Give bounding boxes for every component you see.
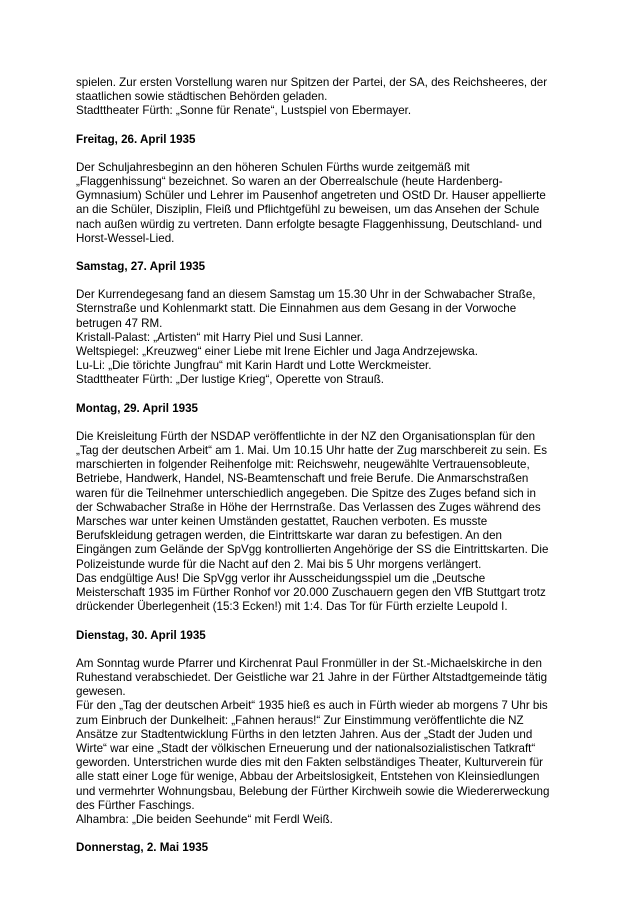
paragraph-line: zum Einbruch der Dunkelheit: „Fahnen heraus!“ Zur Einstimmung veröffentlichte die NZ: [76, 713, 524, 727]
paragraph-line: betrugen 47 RM.: [76, 316, 163, 330]
paragraph-line: staatlichen sowie städtischen Behörden geladen.: [76, 90, 328, 104]
section-tuesday-30-april: [76, 629, 566, 828]
paragraph-line: drückender Überlegenheit (15:3 Ecken!) mit 1:4. Das Tor für Fürth erzielte Leupold I.: [76, 600, 508, 614]
paragraph-line: Kristall-Palast: „Artisten“ mit Harry Piel und Susi Lanner.: [76, 330, 364, 344]
paragraph-line: waren für die Teilnehmer unterschiedlich angegeben. Die Spitze des Zuges befand sich in: [76, 486, 536, 500]
paragraph-line: Meisterschaft 1935 im Fürther Ronhof vor 20.000 Zuschauern gegen den VfB Stuttgart trotz: [76, 586, 546, 600]
paragraph-line: spielen. Zur ersten Vorstellung waren nur Spitzen der Partei, der SA, des Reichsheeres, der: [76, 76, 548, 89]
paragraph-line: alle statt einer Loge für wenige, Abbau der Arbeitslosigkeit, Entstehen von Kleinsiedlungen: [76, 770, 540, 784]
paragraph-line: Eingängen zum Gelände der SpVgg kontrollierten Angehörige der SS die Eintrittskarten. Die: [76, 543, 549, 557]
paragraph-line: Berufskleidung getragen werden, die Eintrittskarte war daran zu befestigen. An den: [76, 529, 503, 543]
date-heading: Samstag, 27. April 1935: [76, 260, 206, 274]
paragraph-line: Die Kreisleitung Fürth der NSDAP veröffentlichte in der NZ den Organisationsplan für den: [76, 429, 536, 443]
paragraph-line: „Flaggenhissung“ bezeichnet. So waren an der Oberrealschule (heute Hardenberg-: [76, 175, 503, 189]
paragraph-line: Der Kurrendegesang fand an diesem Samstag um 15.30 Uhr in der Schwabacher Straße,: [76, 288, 536, 302]
paragraph-line: Das endgültige Aus! Die SpVgg verlor ihr Ausscheidungsspiel um die „Deutsche: [76, 571, 486, 585]
paragraph-line: Sternstraße und Kohlenmarkt statt. Die Einnahmen aus dem Gesang in der Vorwoche: [76, 302, 517, 316]
paragraph-line: Am Sonntag wurde Pfarrer und Kirchenrat Paul Fronmüller in der St.-Michaelskirche in den: [76, 656, 542, 670]
paragraph-line: Der Schuljahresbeginn an den höheren Schulen Fürths wurde zeitgemäß mit: [76, 160, 470, 174]
section-saturday-27-april: [76, 260, 566, 388]
paragraph-line: an die Schüler, Disziplin, Fleiß und Pflichtgefühl zu beweisen, um das Ansehen der Schule: [76, 203, 540, 217]
paragraph-line: Stadttheater Fürth: „Der lustige Krieg“, Operette von Strauß.: [76, 373, 385, 387]
paragraph-line: Ruhestand verabschiedet. Der Geistliche war 21 Jahre in der Fürther Altstadtgemeinde tätig: [76, 670, 548, 684]
paragraph-line: Marsches war unter keinen Umständen gestattet, Rauchen verboten. Es musste: [76, 515, 488, 529]
paragraph-line: Für den „Tag der deutschen Arbeit“ 1935 hieß es auch in Fürth wieder ab morgens 7 Uhr bis: [76, 699, 548, 713]
date-heading: Montag, 29. April 1935: [76, 401, 198, 415]
paragraph-line: geworden. Unterstrichen wurde dies mit den Fakten selbständiges Theater, Kulturverein für: [76, 756, 544, 770]
date-heading: Dienstag, 30. April 1935: [76, 628, 206, 642]
paragraph-line: Polizeistunde wurde für die Nacht auf den 2. Mai bis 5 Uhr morgens verlängert.: [76, 557, 482, 571]
date-heading: Freitag, 26. April 1935: [76, 132, 196, 146]
section-continuation: [76, 76, 566, 119]
paragraph-line: Alhambra: „Die beiden Seehunde“ mit Ferdl Weiß.: [76, 812, 333, 826]
paragraph-line: und vermehrter Wohnungsbau, Belebung der Fürther Kirchweih sowie die Wiedererweckung: [76, 784, 550, 798]
paragraph-line: Ansätze zur Stadtentwicklung Fürths in den letzten Jahren. Aus der „Stadt der Juden und: [76, 727, 533, 741]
paragraph-line: marschierten in folgender Reihenfolge mit: Reichswehr, neugewählte Vertrauensobleute,: [76, 458, 530, 472]
paragraph-line: gewesen.: [76, 685, 126, 699]
paragraph-line: Betriebe, Handwerk, Handel, NS-Beamtenschaft und freie Berufe. Die Anmarschstraßen: [76, 472, 529, 486]
paragraph-line: Stadttheater Fürth: „Sonne für Renate“, Lustspiel von Ebermayer.: [76, 104, 412, 118]
section-monday-29-april: [76, 402, 566, 615]
paragraph-line: der Schwabacher Straße in Höhe der Herrnstraße. Das Verlassen des Zuges während des: [76, 500, 541, 514]
section-friday-26-april: [76, 133, 566, 246]
date-heading: Donnerstag, 2. Mai 1935: [76, 841, 209, 855]
paragraph-line: des Fürther Faschings.: [76, 798, 195, 812]
paragraph-line: Horst-Wessel-Lied.: [76, 231, 175, 245]
paragraph-line: Weltspiegel: „Kreuzweg“ einer Liebe mit Irene Eichler und Jaga Andrzejewska.: [76, 345, 478, 359]
paragraph-line: nach außen würdig zu vertreten. Dann erfolgte besagte Flaggenhissung, Deutschland- und: [76, 217, 542, 231]
paragraph-line: Lu-Li: „Die törichte Jungfrau“ mit Karin Hardt und Lotte Werckmeister.: [76, 359, 432, 373]
paragraph-line: Wirte“ war eine „Stadt der völkischen Erneuerung und der nationalsozialistischen Tatkraft“: [76, 741, 536, 755]
paragraph-line: „Tag der deutschen Arbeit“ am 1. Mai. Um 10.15 Uhr hatte der Zug marschbereit zu sein. Es: [76, 444, 548, 458]
paragraph-line: Gymnasium) Schüler und Lehrer im Pausenhof angetreten und OStD Dr. Hauser appellierte: [76, 189, 546, 203]
document-page: [76, 76, 566, 869]
section-thursday-2-may: [76, 841, 566, 855]
